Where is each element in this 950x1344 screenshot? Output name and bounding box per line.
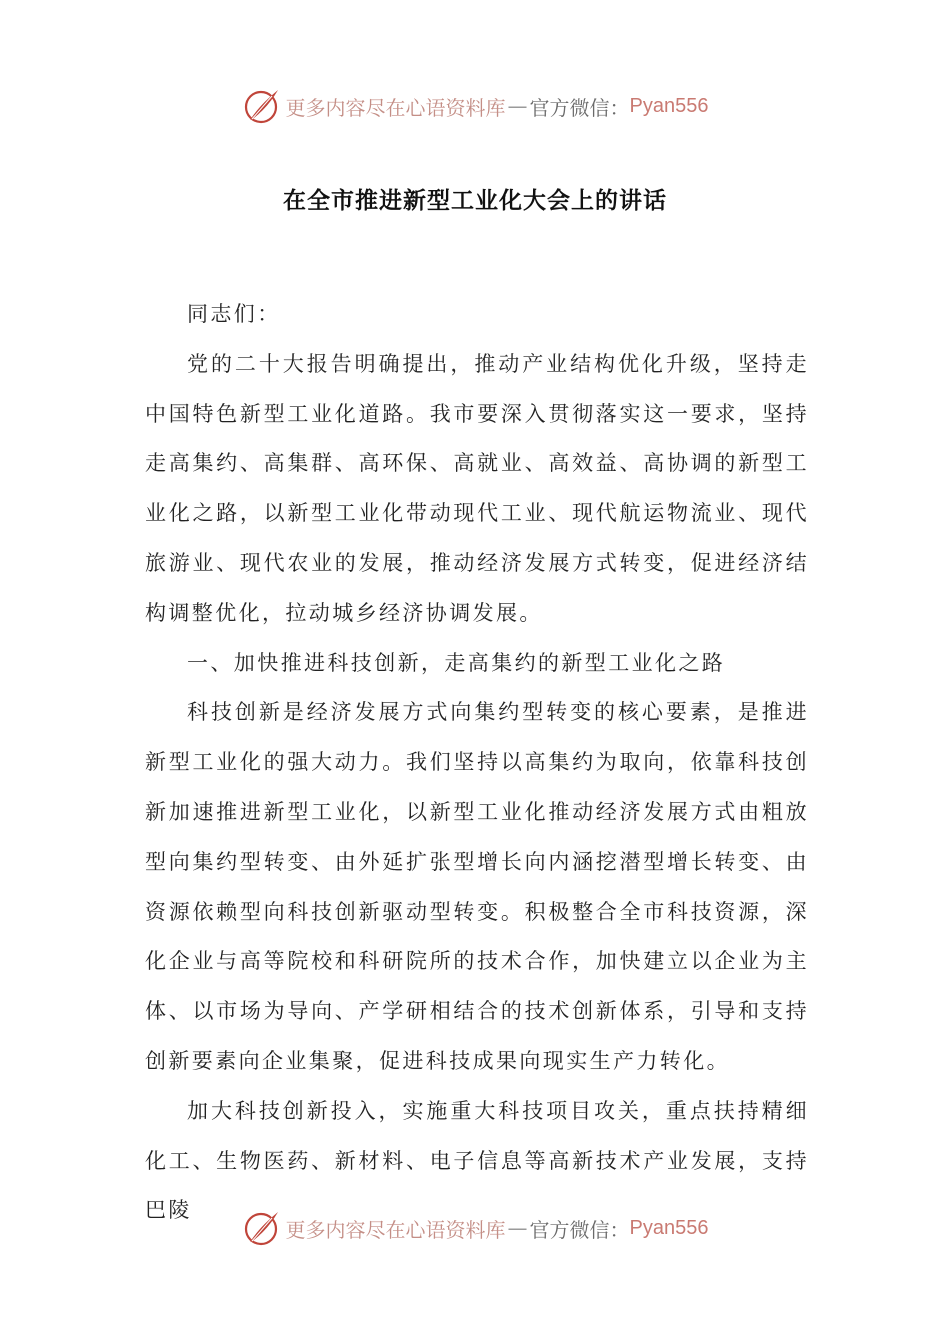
section-heading: 一、加快推进科技创新，走高集约的新型工业化之路 (187, 650, 726, 675)
document-body (145, 290, 809, 1236)
banner-dash: — (507, 1216, 528, 1240)
quill-logo-icon (242, 86, 282, 126)
banner-dash: — (507, 94, 528, 118)
banner-wechat-id: Pyan556 (629, 94, 709, 117)
quill-logo-icon (242, 1208, 282, 1248)
salutation: 同志们： (187, 302, 281, 326)
banner-wechat-label: 官方微信： (529, 1217, 630, 1242)
paragraph: 党的二十大报告明确提出，推动产业结构优化升级，坚持走中国特色新型工业化道路。我市要深入贯彻落实这一要求，坚持走高集约、高集群、高环保、高就业、高效益、高协调的新型工业化之路，以新型工业化带动现代工业、现代航运物流业、现代旅游业、现代农业的发展，推动经济发展方式转变，促进经济结构调整优化，拉动城乡经济协调发展。 (145, 351, 809, 625)
document-title: 在全市推进新型工业化大会上的讲话 (283, 188, 667, 214)
banner-site-text: 更多内容尽在心语资料库 (285, 1217, 506, 1242)
paragraph: 加大科技创新投入，实施重大科技项目攻关，重点扶持精细化工、生物医药、新材料、电子信息等高新技术产业发展，支持巴陵 (145, 1098, 809, 1223)
footer-banner (0, 1206, 950, 1250)
banner-wechat-id: Pyan556 (629, 1216, 709, 1239)
header-banner (0, 84, 950, 128)
banner-wechat-label: 官方微信： (529, 95, 630, 120)
paragraph: 科技创新是经济发展方式向集约型转变的核心要素，是推进新型工业化的强大动力。我们坚持以高集约为取向，依靠科技创新加速推进新型工业化，以新型工业化推动经济发展方式由粗放型向集约型转变、由外延扩张型增长向内涵挖潜型增长转变、由资源依赖型向科技创新驱动型转变。积极整合全市科技资源，深化企业与高等院校和科研院所的技术合作，加快建立以企业为主体、以市场为导向、产学研相结合的技术创新体系，引导和支持创新要素向企业集聚，促进科技成果向现实生产力转化。 (145, 700, 809, 1073)
banner-site-text: 更多内容尽在心语资料库 (285, 95, 506, 120)
